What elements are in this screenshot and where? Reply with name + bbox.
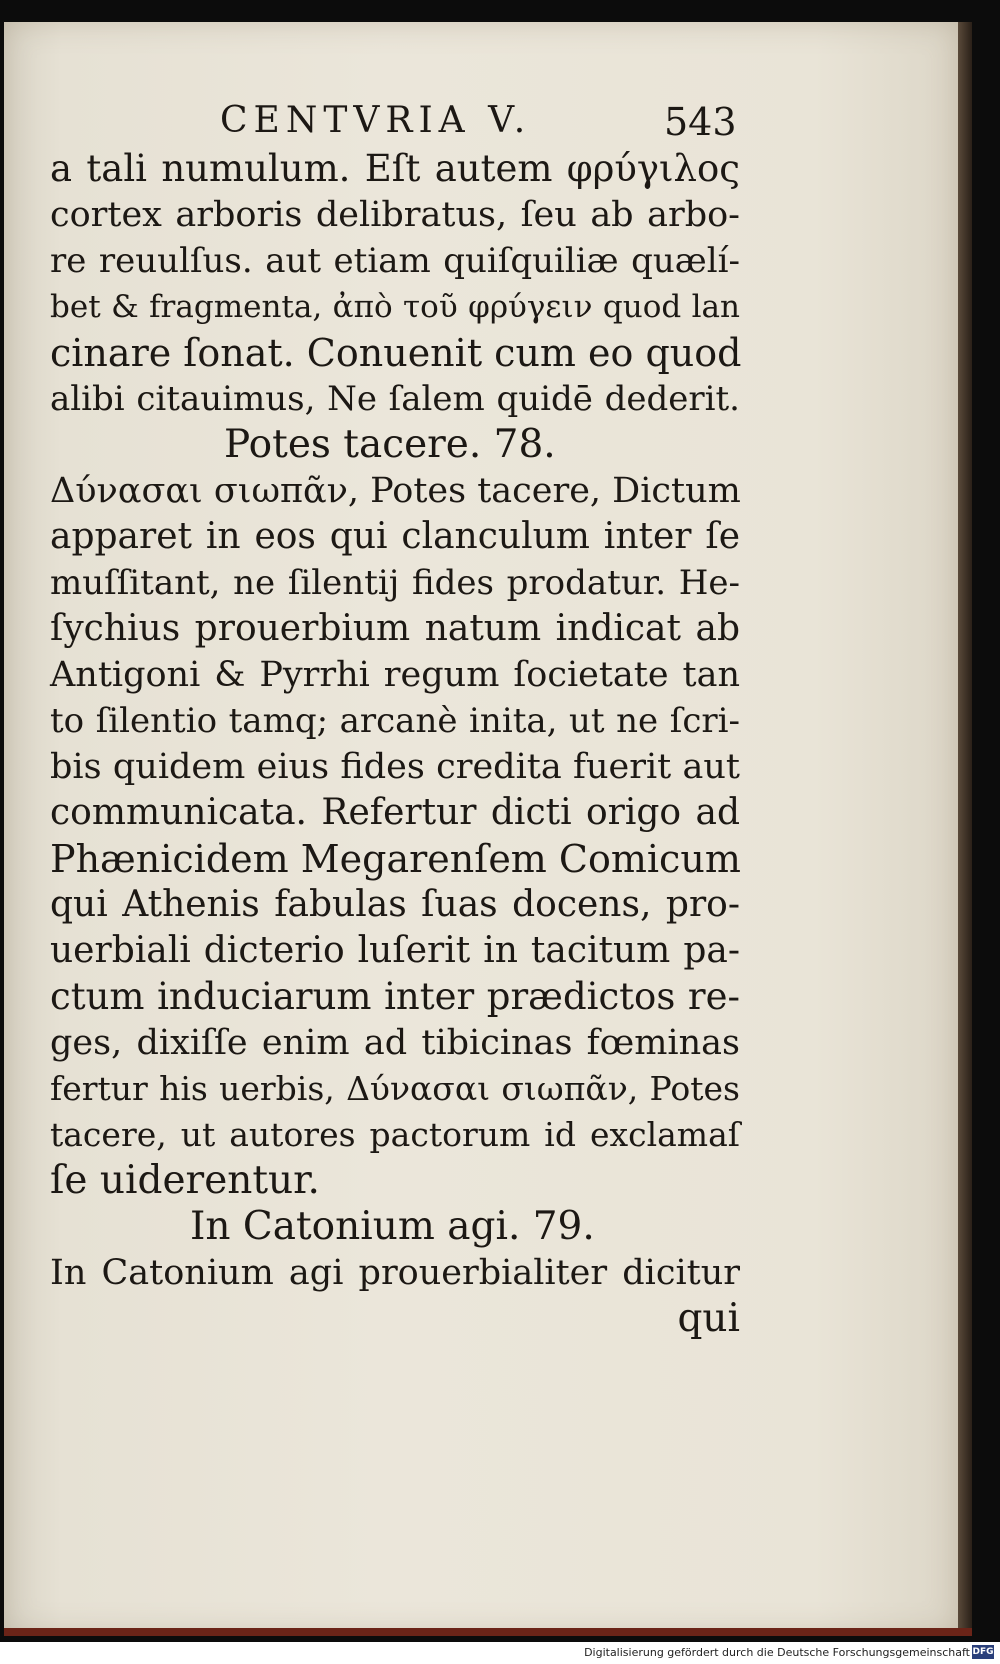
text-line: cinare ſonat. Conuenit cum eo quod: [50, 331, 742, 375]
text-line: muſſitant, ne ſilentij fides prodatur. He-: [50, 563, 740, 603]
page-bottom-edge: [4, 1628, 972, 1636]
text-line: Δύνασαι σιωπᾶν, Potes tacere, Dictum: [50, 471, 741, 511]
text-line: bis quidem eius fides credita fuerit aut: [50, 747, 740, 787]
text-line: qui Athenis fabulas ſuas docens, pro-: [50, 884, 740, 925]
text-line: tacere, ut autores pactorum id exclamaſ: [50, 1115, 740, 1154]
text-line: ges, dixiſſe enim ad tibicinas fœminas: [50, 1023, 740, 1063]
text-line: uerbiali dicterio luſerit in tacitum pa-: [50, 930, 740, 971]
catchword: qui: [677, 1296, 740, 1341]
text-line: re reuulſus. aut etiam quiſquiliæ quælí-: [50, 241, 740, 281]
text-line: apparet in eos qui clanculum inter ſe: [50, 516, 740, 557]
text-line: alibi citauimus, Ne ſalem quidē dederit.: [50, 379, 740, 419]
text-line: cortex arboris delibratus, ſeu ab arbo-: [50, 195, 740, 235]
text-line: Antigoni & Pyrrhi regum ſocietate tan: [50, 655, 740, 695]
text-line: communicata. Refertur dicti origo ad: [50, 792, 740, 833]
section-heading-78: Potes tacere. 78.: [224, 422, 556, 467]
text-line: Phænicidem Megarenſem Comicum: [50, 837, 741, 881]
text-line: bet & fragmenta, ἀπὸ τοῦ φρύγειν quod lan: [50, 289, 740, 325]
text-line: ctum induciarum inter prædictos re-: [50, 975, 740, 1018]
running-head: CENTVRIA V.: [220, 100, 532, 141]
text-line: a tali numulum. Eſt autem φρύγιλος: [50, 147, 740, 190]
section-heading-79: In Catonium agi. 79.: [190, 1204, 595, 1249]
dfg-logo: DFG: [972, 1647, 994, 1657]
text-line: to ſilentio tamq; arcanè inita, ut ne ſcri-: [50, 701, 740, 741]
text-line: fertur his uerbis, Δύνασαι σιωπᾶν, Potes: [50, 1069, 740, 1108]
text-line: In Catonium agi prouerbialiter dicitur: [50, 1253, 740, 1293]
digitization-credit: Digitalisierung gefördert durch die Deutsche Forschungsgemeinschaft: [584, 1646, 970, 1659]
text-line: ſe uiderentur.: [50, 1158, 320, 1203]
page-edge: [958, 22, 972, 1634]
page-number: 543: [664, 100, 737, 144]
page-body-text: [50, 146, 740, 1342]
text-line: ſychius prouerbium natum indicat ab: [50, 608, 740, 649]
